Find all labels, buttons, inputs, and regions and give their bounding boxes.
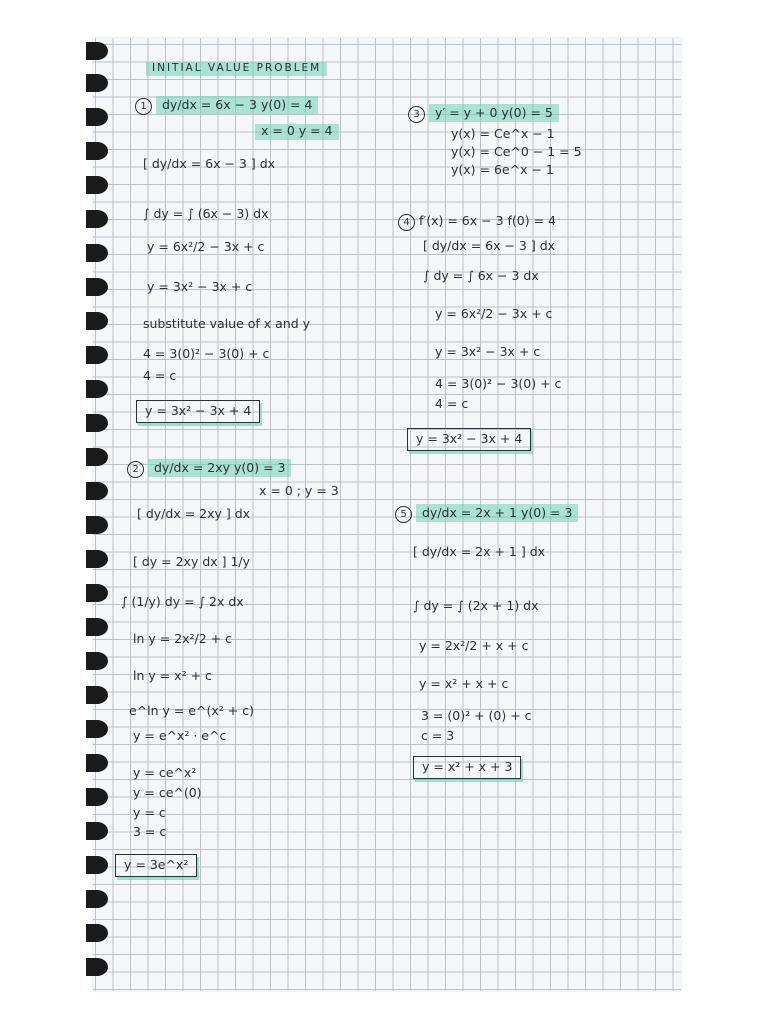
problem-2-step: [ dy = 2xy dx ] 1/y	[133, 554, 251, 569]
problem-2-step: ∫ (1/y) dy = ∫ 2x dx	[121, 594, 244, 609]
problem-number: 2	[127, 461, 144, 478]
binding-hole	[86, 312, 108, 330]
binding-hole	[86, 720, 108, 738]
problem-1-answer: y = 3x² − 3x + 4	[136, 400, 260, 423]
binding-hole	[86, 890, 108, 908]
problem-4-step: 4 = c	[435, 396, 469, 411]
problem-1-given	[135, 98, 318, 115]
binding-hole	[86, 482, 108, 500]
binding-hole	[86, 516, 108, 534]
problem-5-step: y = 2x²/2 + x + c	[419, 638, 529, 653]
problem-2-step: 3 = c	[133, 824, 167, 839]
binding-hole	[86, 108, 108, 126]
binding-hole	[86, 74, 108, 92]
problem-3-step: y(x) = Ce^x − 1	[451, 126, 555, 141]
binding-hole	[86, 856, 108, 874]
problem-2-step: e^ln y = e^(x² + c)	[129, 703, 254, 718]
problem-5-step: c = 3	[421, 728, 455, 743]
binding-hole	[86, 244, 108, 262]
problem-1-step: ∫ dy = ∫ (6x − 3) dx	[143, 206, 269, 221]
binding-hole	[86, 584, 108, 602]
binding-hole	[86, 176, 108, 194]
problem-2-step: ln y = x² + c	[133, 668, 212, 683]
problem-4-step: [ dy/dx = 6x − 3 ] dx	[423, 238, 556, 253]
problem-1-step: y = 3x² − 3x + c	[147, 279, 253, 294]
problem-4-given	[398, 214, 556, 231]
binding-hole	[86, 924, 108, 942]
binding-hole	[86, 550, 108, 568]
problem-1-step: substitute value of x and y	[143, 316, 311, 331]
problem-5-step: ∫ dy = ∫ (2x + 1) dx	[413, 598, 539, 613]
problem-1-step: 4 = 3(0)² − 3(0) + c	[143, 346, 270, 361]
problem-1-initial-values: x = 0 y = 4	[255, 124, 339, 140]
problem-number: 5	[395, 506, 412, 523]
binding-hole	[86, 788, 108, 806]
problem-5-step: y = x² + x + c	[419, 676, 509, 691]
binding-hole	[86, 380, 108, 398]
binding-hole	[86, 346, 108, 364]
problem-3-step: y(x) = Ce^0 − 1 = 5	[451, 144, 582, 159]
binding-hole	[86, 210, 108, 228]
problem-3-step: y(x) = 6e^x − 1	[451, 162, 554, 177]
problem-2-step: y = ce^(0)	[133, 785, 202, 800]
problem-2-step: ln y = 2x²/2 + c	[133, 631, 233, 646]
problem-2-step: y = e^x² · e^c	[133, 728, 227, 743]
problem-number: 1	[135, 98, 152, 115]
problem-2-answer: y = 3e^x²	[115, 854, 197, 877]
problem-equation: f′(x) = 6x − 3 f(0) = 4	[418, 213, 556, 228]
binding-hole	[86, 686, 108, 704]
problem-5-step: [ dy/dx = 2x + 1 ] dx	[413, 544, 546, 559]
problem-1-step: [ dy/dx = 6x − 3 ] dx	[143, 156, 276, 171]
problem-1-step: y = 6x²/2 − 3x + c	[147, 239, 265, 254]
binding-hole	[86, 958, 108, 976]
binding-hole	[86, 652, 108, 670]
problem-2-step: [ dy/dx = 2xy ] dx	[137, 506, 251, 521]
problem-equation: dy/dx = 2xy y(0) = 3	[148, 459, 292, 477]
binding-holes	[86, 38, 126, 991]
problem-2-step: y = ce^x²	[133, 765, 197, 780]
problem-4-step: y = 6x²/2 − 3x + c	[435, 306, 553, 321]
problem-4-step: y = 3x² − 3x + c	[435, 344, 541, 359]
graph-paper-page	[93, 38, 681, 991]
binding-hole	[86, 278, 108, 296]
problem-number: 4	[398, 214, 415, 231]
problem-4-step: ∫ dy = ∫ 6x − 3 dx	[423, 268, 539, 283]
binding-hole	[86, 142, 108, 160]
binding-hole	[86, 822, 108, 840]
problem-5-answer: y = x² + x + 3	[413, 756, 521, 779]
problem-number: 3	[408, 106, 425, 123]
binding-hole	[86, 618, 108, 636]
binding-hole	[86, 754, 108, 772]
problem-2-initial-values: x = 0 ; y = 3	[259, 483, 339, 498]
problem-5-given	[395, 506, 578, 523]
problem-equation: dy/dx = 2x + 1 y(0) = 3	[416, 504, 578, 522]
binding-hole	[86, 42, 108, 60]
binding-hole	[86, 448, 108, 466]
problem-equation: dy/dx = 6x − 3 y(0) = 4	[156, 96, 318, 114]
problem-2-given	[127, 461, 291, 478]
problem-2-step: y = c	[133, 805, 166, 820]
problem-3-given	[408, 106, 559, 123]
problem-equation: y′ = y + 0 y(0) = 5	[429, 104, 559, 122]
problem-1-step: 4 = c	[143, 368, 177, 383]
page-title: INITIAL VALUE PROBLEM	[146, 62, 327, 76]
problem-4-step: 4 = 3(0)² − 3(0) + c	[435, 376, 562, 391]
problem-5-step: 3 = (0)² + (0) + c	[421, 708, 532, 723]
problem-4-answer: y = 3x² − 3x + 4	[407, 428, 531, 451]
binding-hole	[86, 414, 108, 432]
